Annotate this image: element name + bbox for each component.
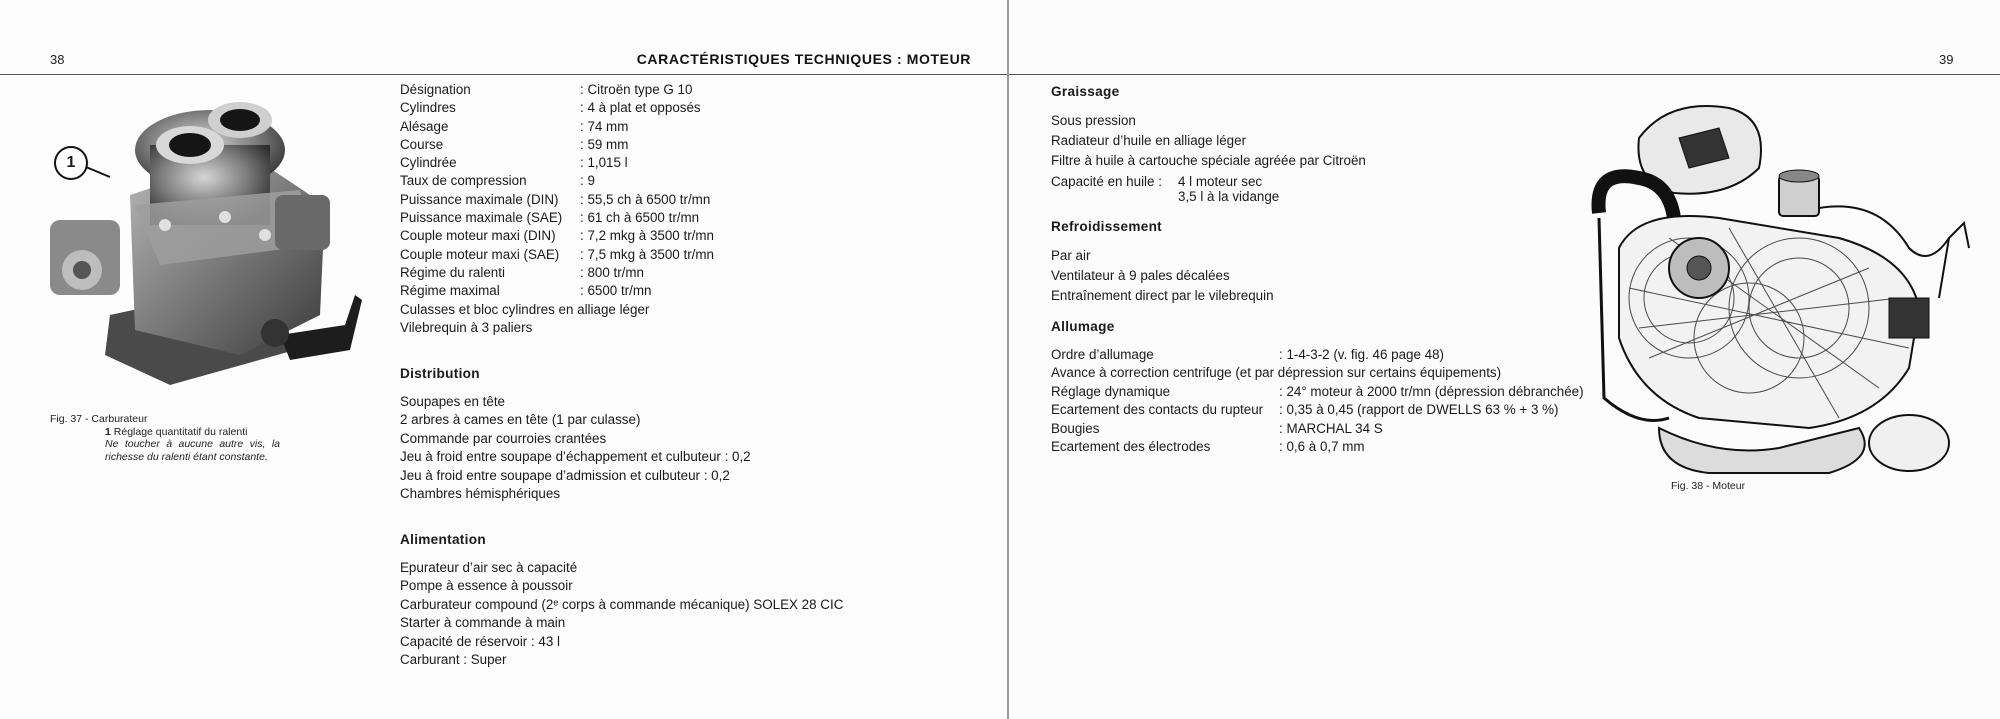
spec-row <box>400 118 714 136</box>
engine-drawing <box>1579 98 1979 488</box>
oil-capacity-values <box>1178 174 1279 204</box>
callout-1: 1 <box>54 146 88 180</box>
spec-label: Course <box>400 136 444 152</box>
spec-label: Couple moteur maxi (SAE) <box>400 246 560 262</box>
spec-row <box>400 99 714 117</box>
engine-spec-table <box>400 81 714 337</box>
ignition-value: : 1-4-3-2 (v. fig. 46 page 48) <box>1279 347 1444 362</box>
section-line: Carburant : Super <box>400 652 507 668</box>
section-line: Commande par courroies crantées <box>400 430 607 446</box>
engine-cutaway-illustration <box>1579 98 1979 488</box>
spec-value: : 61 ch à 6500 tr/mn <box>580 210 700 226</box>
spec-value: : Citroën type G 10 <box>580 82 693 97</box>
spec-row <box>400 136 714 154</box>
spec-value: : 7,5 mkg à 3500 tr/mn <box>580 246 714 262</box>
section-line: Entraînement direct par le vilebrequin <box>1051 288 1274 303</box>
ignition-row <box>1051 346 1584 364</box>
spec-label: Régime maximal <box>400 283 500 299</box>
running-head: CARACTÉRISTIQUES TECHNIQUES : MOTEUR <box>636 51 971 67</box>
ignition-value: : 0,6 à 0,7 mm <box>1279 439 1365 455</box>
spec-row <box>400 264 714 282</box>
spec-value: : 6500 tr/mn <box>580 283 652 299</box>
carburetor-drawing <box>50 85 370 395</box>
spec-label: Désignation <box>400 82 471 97</box>
section-line: Starter à commande à main <box>400 615 566 631</box>
ignition-row <box>1051 364 1584 382</box>
spec-label: Cylindres <box>400 100 456 116</box>
section-heading: Distribution <box>400 366 480 381</box>
spec-row <box>400 282 714 300</box>
spec-row <box>400 246 714 264</box>
ignition-row <box>1051 438 1584 456</box>
spec-row <box>400 154 714 172</box>
section-line: Sous pression <box>1051 113 1136 128</box>
spec-value: : 9 <box>580 173 595 189</box>
spec-label: Taux de compression <box>400 173 527 189</box>
section-heading: Alimentation <box>400 532 486 547</box>
section-heading: Graissage <box>1051 84 1120 99</box>
caption-item-number: 1 <box>105 425 111 438</box>
ignition-label: Avance à correction centrifuge (et par dépression sur certains équipements) <box>1051 365 1502 381</box>
spec-label: Puissance maximale (SAE) <box>400 210 563 226</box>
ignition-label: Bougies <box>1051 420 1100 436</box>
spec-value: : 4 à plat et opposés <box>580 100 701 116</box>
ignition-label: Réglage dynamique <box>1051 383 1171 399</box>
header-rule-right <box>1009 74 2000 75</box>
section-line: Pompe à essence à poussoir <box>400 578 573 594</box>
section-line: Chambres hémisphériques <box>400 486 561 502</box>
carburetor-illustration <box>50 85 370 395</box>
ignition-row <box>1051 420 1584 438</box>
section-line: Carburateur compound (2ᵉ corps à commande mécanique) SOLEX 28 CIC <box>400 596 844 612</box>
section-line: Capacité de réservoir : 43 l <box>400 633 561 649</box>
spec-row <box>400 209 714 227</box>
section-alimentation <box>400 532 843 669</box>
spec-value: : 7,2 mkg à 3500 tr/mn <box>580 228 714 244</box>
ignition-label: Ecartement des contacts du rupteur <box>1051 402 1264 418</box>
section-refroidissement <box>1051 219 1274 306</box>
caption-note: Ne toucher à aucune autre vis, la richesse du ralenti étant constante. <box>105 438 280 463</box>
section-line: Jeu à froid entre soupape d’admission et culbuteur : 0,2 <box>400 467 730 483</box>
oil-capacity-label: Capacité en huile : <box>1051 174 1162 189</box>
section-line: Epurateur d’air sec à capacité <box>400 560 578 575</box>
section-graissage <box>1051 84 1366 204</box>
section-line: 2 arbres à cames en tête (1 par culasse) <box>400 412 641 428</box>
spec-line: Culasses et bloc cylindres en alliage léger <box>400 301 650 317</box>
section-line: Par air <box>1051 248 1091 263</box>
ignition-label: Ecartement des électrodes <box>1051 439 1211 455</box>
section-line: Filtre à huile à cartouche spéciale agréée par Citroën <box>1051 153 1366 168</box>
section-distribution <box>400 366 751 503</box>
section-heading: Refroidissement <box>1051 219 1163 234</box>
spec-row <box>400 172 714 190</box>
spec-label: Puissance maximale (DIN) <box>400 191 559 207</box>
spec-value: : 59 mm <box>580 136 629 152</box>
section-line: Radiateur d’huile en alliage léger <box>1051 133 1247 148</box>
spec-label: Couple moteur maxi (DIN) <box>400 228 556 244</box>
section-allumage <box>1051 319 1584 456</box>
page-number-right: 39 <box>1939 52 1954 67</box>
section-line: Ventilateur à 9 pales décalées <box>1051 268 1230 283</box>
spec-label: Cylindrée <box>400 155 457 171</box>
caption-title: Fig. 37 - Carburateur <box>50 413 148 425</box>
oil-capacity-value: 4 l moteur sec <box>1178 174 1263 189</box>
spec-value: : 1,015 l <box>580 155 628 171</box>
spec-value: : 74 mm <box>580 118 629 134</box>
ignition-value: : 0,35 à 0,45 (rapport de DWELLS 63 % + 3 %) <box>1279 402 1559 418</box>
right-page <box>1009 0 2000 719</box>
oil-capacity <box>1051 174 1366 204</box>
ignition-value: : 24° moteur à 2000 tr/mn (dépression débranchée) <box>1279 383 1584 399</box>
spec-row <box>400 81 714 99</box>
caption-item <box>50 426 280 439</box>
section-heading: Allumage <box>1051 319 1115 334</box>
spec-line: Vilebrequin à 3 paliers <box>400 319 533 335</box>
section-line: Jeu à froid entre soupape d’échappement et culbuteur : 0,2 <box>400 449 751 465</box>
spec-value: : 55,5 ch à 6500 tr/mn <box>580 191 711 207</box>
section-line: Soupapes en tête <box>400 394 505 409</box>
spec-label: Régime du ralenti <box>400 264 505 280</box>
header-rule-left <box>0 74 1007 75</box>
spec-value: : 800 tr/mn <box>580 264 645 280</box>
figure-37-caption <box>50 413 280 463</box>
figure-38-caption: Fig. 38 - Moteur <box>1671 480 1746 492</box>
spec-row <box>400 191 714 209</box>
caption-item-text: Réglage quantitatif du ralenti <box>113 425 248 438</box>
spec-row <box>400 227 714 245</box>
ignition-value: : MARCHAL 34 S <box>1279 420 1383 436</box>
oil-capacity-value: 3,5 l à la vidange <box>1178 189 1280 204</box>
ignition-row <box>1051 401 1584 419</box>
ignition-row <box>1051 383 1584 401</box>
ignition-label: Ordre d’allumage <box>1051 347 1154 362</box>
spec-label: Alésage <box>400 118 449 134</box>
page-number-left: 38 <box>50 52 65 67</box>
